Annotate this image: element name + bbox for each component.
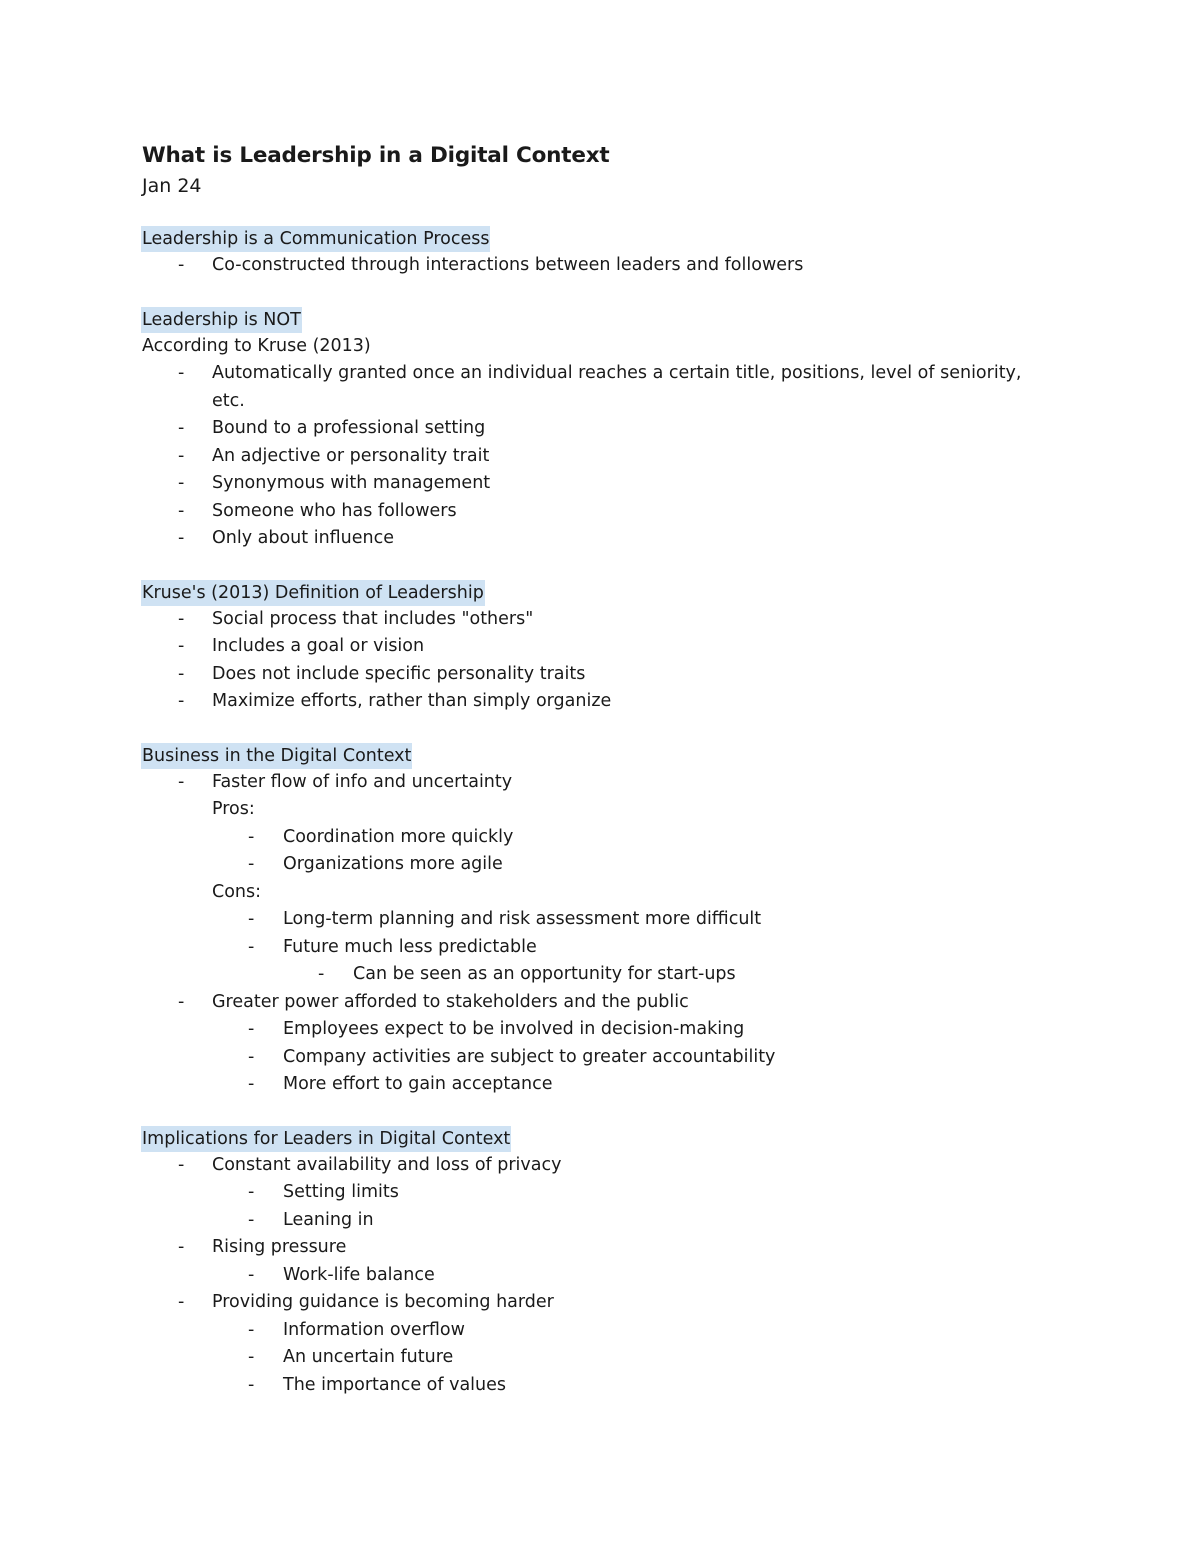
bullet-dash: -: [178, 363, 185, 383]
list-item: - Setting limits: [142, 1179, 1042, 1207]
list-item: - Constant availability and loss of privacy: [142, 1152, 1042, 1180]
section-heading: Leadership is a Communication Process: [141, 226, 490, 252]
list-item: - An uncertain future: [142, 1344, 1042, 1372]
section-kruse-definition: [142, 580, 1042, 716]
list-item: - Does not include specific personality traits: [142, 661, 1042, 689]
bullet-dash: -: [178, 1154, 185, 1175]
list-item: - Maximize efforts, rather than simply organize: [142, 688, 1042, 716]
bullet-dash: -: [178, 473, 185, 493]
list-item: - Includes a goal or vision: [142, 633, 1042, 661]
bullet-dash: -: [248, 1019, 255, 1039]
list-item: - Leaning in: [142, 1207, 1042, 1235]
list-item: - More effort to gain acceptance: [142, 1071, 1042, 1099]
bullet-dash: -: [248, 1046, 255, 1067]
list-item: - Future much less predictable: [142, 934, 1042, 962]
bullet-dash: -: [178, 771, 185, 792]
list-item: - Company activities are subject to greater accountability: [142, 1044, 1042, 1072]
bullet-dash: -: [318, 964, 325, 984]
document-date: Jan 24: [142, 175, 202, 197]
bullet-dash: -: [178, 991, 185, 1012]
bullet-list: [142, 989, 1042, 1099]
bullet-dash: -: [248, 1374, 255, 1395]
list-item: - The importance of values: [142, 1372, 1042, 1400]
list-item: - Rising pressure: [142, 1234, 1042, 1262]
bullet-dash: -: [178, 528, 185, 548]
bullet-list: [142, 1152, 1042, 1400]
list-item: - An adjective or personality trait: [142, 443, 1042, 471]
bullet-dash: -: [178, 636, 185, 656]
section-heading: Leadership is NOT: [141, 307, 302, 333]
bullet-dash: -: [248, 826, 255, 847]
list-item: - Synonymous with management: [142, 470, 1042, 498]
list-item: - Greater power afforded to stakeholders and the public: [142, 989, 1042, 1017]
list-item: - Organizations more agile: [142, 851, 1042, 879]
bullet-dash: -: [248, 1182, 255, 1202]
bullet-dash: -: [248, 854, 255, 874]
document-body: [142, 141, 1042, 1426]
bullet-list: [142, 769, 1042, 797]
section-communication-process: [142, 226, 1042, 280]
bullet-dash: -: [248, 1209, 255, 1230]
section-implications-for-leaders: [142, 1126, 1042, 1400]
bullet-list: [142, 606, 1042, 716]
bullet-dash: -: [248, 1319, 255, 1340]
bullet-dash: -: [178, 445, 185, 466]
bullet-dash: -: [248, 909, 255, 929]
bullet-dash: -: [248, 1074, 255, 1094]
section-heading: Implications for Leaders in Digital Context: [141, 1126, 511, 1152]
bullet-dash: -: [178, 691, 185, 711]
bullet-dash: -: [248, 936, 255, 957]
bullet-dash: -: [248, 1264, 255, 1285]
bullet-dash: -: [248, 1347, 255, 1367]
bullet-dash: -: [178, 608, 185, 629]
list-item: - Can be seen as an opportunity for start-ups: [142, 961, 1042, 989]
bullet-dash: -: [178, 255, 185, 275]
list-item: - Only about influence: [142, 525, 1042, 553]
list-item: - Long-term planning and risk assessment more difficult: [142, 906, 1042, 934]
list-item: - Bound to a professional setting: [142, 415, 1042, 443]
bullet-dash: -: [178, 1292, 185, 1312]
list-item: - Faster flow of info and uncertainty: [142, 769, 1042, 797]
bullet-dash: -: [178, 663, 185, 684]
list-item: - Someone who has followers: [142, 498, 1042, 526]
list-item: - Co-constructed through interactions between leaders and followers: [142, 252, 1042, 280]
section-business-digital-context: [142, 743, 1042, 1099]
bullet-list: [142, 360, 1042, 553]
section-heading: Kruse's (2013) Definition of Leadership: [141, 580, 485, 606]
list-item: - Work-life balance: [142, 1262, 1042, 1290]
section-leadership-is-not: [142, 307, 1042, 553]
bullet-dash: -: [178, 1237, 185, 1257]
list-item: - Automatically granted once an individual reaches a certain title, positions, level of seniority, etc.: [142, 360, 1042, 415]
cons-list: [142, 906, 1042, 989]
list-item: - Employees expect to be involved in decision-making: [142, 1016, 1042, 1044]
pros-label: Pros:: [212, 799, 255, 819]
cons-label: Cons:: [212, 881, 262, 902]
section-heading: Business in the Digital Context: [141, 743, 412, 769]
bullet-list: [142, 252, 1042, 280]
list-item: - Information overflow: [142, 1317, 1042, 1345]
section-intro: According to Kruse (2013): [142, 335, 371, 356]
document-title: What is Leadership in a Digital Context: [142, 143, 610, 168]
list-item: - Providing guidance is becoming harder: [142, 1289, 1042, 1317]
pros-list: [142, 824, 1042, 879]
bullet-dash: -: [178, 500, 185, 521]
bullet-dash: -: [178, 418, 185, 438]
list-item: - Social process that includes "others": [142, 606, 1042, 634]
list-item: - Coordination more quickly: [142, 824, 1042, 852]
